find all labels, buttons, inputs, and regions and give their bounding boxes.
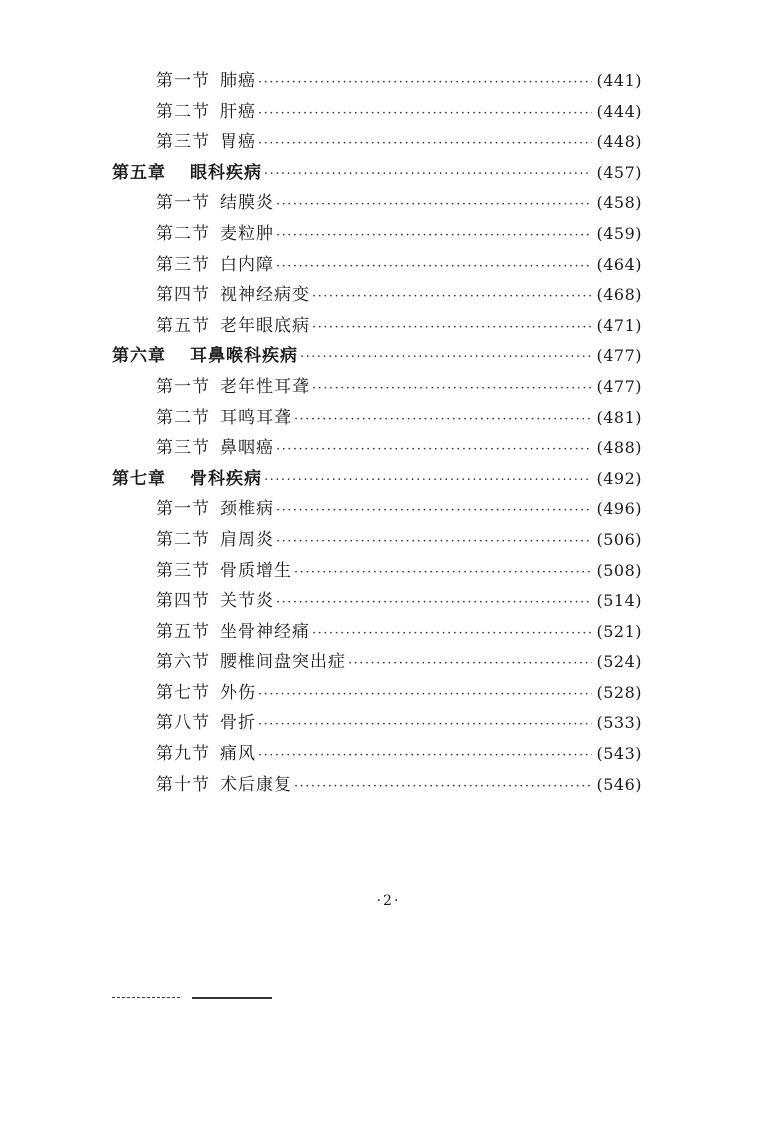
toc-entry (112, 678, 642, 709)
entry-number: 第六节 (156, 652, 210, 673)
dot-leader (276, 435, 592, 466)
entry-page: (471) (596, 315, 642, 335)
entry-number: 第一节 (156, 71, 210, 91)
entry-number: 第十节 (156, 774, 210, 795)
entry-page: (481) (596, 407, 642, 427)
dot-leader (312, 374, 592, 405)
toc-entry (112, 433, 642, 464)
entry-title: 骨折 (220, 713, 256, 734)
toc-chapter (112, 341, 642, 372)
dot-leader (294, 405, 592, 436)
entry-page: (506) (596, 529, 642, 549)
entry-title: 外伤 (220, 682, 256, 703)
entry-page: (524) (596, 652, 642, 672)
entry-page: (508) (596, 560, 642, 580)
entry-number: 第一节 (156, 376, 210, 397)
entry-number: 第三节 (156, 132, 210, 153)
entry-number: 第九节 (156, 744, 210, 765)
toc-entry (112, 280, 642, 311)
dot-leader (258, 710, 592, 741)
entry-number: 第七节 (156, 682, 210, 703)
toc-entry (112, 66, 642, 97)
dot-leader (348, 649, 592, 680)
chapter-number: 第五章 (112, 162, 166, 183)
dot-leader (276, 588, 592, 619)
entry-page: (444) (596, 101, 642, 121)
dot-leader (258, 741, 592, 772)
dot-leader (276, 252, 592, 283)
dot-leader (276, 190, 592, 221)
dot-leader (294, 772, 592, 803)
dot-leader (258, 99, 592, 130)
entry-number: 第一节 (156, 499, 210, 520)
toc-entry (112, 556, 642, 587)
toc-entry (112, 97, 642, 128)
entry-page: (459) (596, 223, 642, 243)
entry-page: (546) (596, 774, 642, 794)
toc-entry (112, 127, 642, 158)
entry-number: 第五节 (156, 621, 210, 642)
entry-title: 鼻咽癌 (220, 438, 274, 459)
entry-page: (477) (596, 346, 642, 366)
dot-leader (276, 527, 592, 558)
toc-entry (112, 586, 642, 617)
toc-entry (112, 188, 642, 219)
entry-page: (457) (596, 162, 642, 182)
entry-number: 第二节 (156, 101, 210, 122)
entry-title: 老年性耳聋 (220, 376, 310, 397)
entry-title: 坐骨神经痛 (220, 621, 310, 642)
chapter-title: 骨科疾病 (190, 468, 262, 489)
entry-number: 第一节 (156, 193, 210, 214)
solid-mark (192, 997, 272, 999)
entry-title: 关节炎 (220, 591, 274, 612)
dot-leader (276, 221, 592, 252)
dot-leader (258, 129, 592, 160)
entry-number: 第二节 (156, 223, 210, 244)
entry-number: 第三节 (156, 438, 210, 459)
entry-title: 痛风 (220, 744, 256, 765)
toc-entry (112, 617, 642, 648)
dot-leader (276, 496, 592, 527)
entry-number: 第二节 (156, 529, 210, 550)
entry-page: (533) (596, 713, 642, 733)
entry-number: 第四节 (156, 591, 210, 612)
entry-title: 术后康复 (220, 774, 292, 795)
toc-entry (112, 525, 642, 556)
entry-title: 肝癌 (220, 101, 256, 122)
entry-page: (492) (596, 468, 642, 488)
toc-entry (112, 219, 642, 250)
page-number: ·2· (376, 893, 401, 909)
entry-page: (488) (596, 438, 642, 458)
entry-title: 老年眼底病 (220, 315, 310, 336)
chapter-title: 眼科疾病 (190, 162, 262, 183)
chapter-number: 第七章 (112, 468, 166, 489)
entry-page: (543) (596, 744, 642, 764)
dot-leader (258, 68, 592, 99)
entry-number: 第三节 (156, 254, 210, 275)
entry-page: (464) (596, 254, 642, 274)
entry-title: 耳鸣耳聋 (220, 407, 292, 428)
entry-title: 肺癌 (220, 71, 256, 91)
entry-title: 肩周炎 (220, 529, 274, 550)
entry-title: 胃癌 (220, 132, 256, 153)
entry-title: 腰椎间盘突出症 (220, 652, 346, 673)
toc-entry (112, 403, 642, 434)
entry-page: (441) (596, 71, 642, 90)
entry-page: (514) (596, 591, 642, 611)
entry-page: (477) (596, 376, 642, 396)
toc-entry (112, 250, 642, 281)
entry-number: 第三节 (156, 560, 210, 581)
entry-number: 第四节 (156, 285, 210, 306)
toc-chapter (112, 158, 642, 189)
dot-leader (258, 680, 592, 711)
dot-leader (300, 343, 592, 374)
entry-page: (496) (596, 499, 642, 519)
entry-number: 第二节 (156, 407, 210, 428)
dot-leader (294, 558, 592, 589)
entry-number: 第五节 (156, 315, 210, 336)
entry-page: (458) (596, 193, 642, 213)
toc-entry (112, 494, 642, 525)
dot-leader (312, 619, 592, 650)
entry-title: 麦粒肿 (220, 223, 274, 244)
toc-entry (112, 739, 642, 770)
dot-leader (312, 282, 592, 313)
toc-chapter (112, 464, 642, 495)
entry-page: (468) (596, 285, 642, 305)
table-of-contents (112, 66, 642, 800)
entry-title: 白内障 (220, 254, 274, 275)
chapter-number: 第六章 (112, 346, 166, 367)
toc-entry (112, 770, 642, 801)
entry-page: (528) (596, 682, 642, 702)
toc-entry (112, 311, 642, 342)
entry-page: (521) (596, 621, 642, 641)
dot-leader (312, 313, 592, 344)
entry-page: (448) (596, 132, 642, 152)
entry-title: 骨质增生 (220, 560, 292, 581)
dot-leader (264, 160, 592, 191)
dashed-mark (112, 997, 180, 998)
toc-entry (112, 372, 642, 403)
entry-number: 第八节 (156, 713, 210, 734)
entry-title: 视神经病变 (220, 285, 310, 306)
toc-entry (112, 708, 642, 739)
chapter-title: 耳鼻喉科疾病 (190, 346, 298, 367)
dot-leader (264, 466, 592, 497)
entry-title: 结膜炎 (220, 193, 274, 214)
toc-entry (112, 647, 642, 678)
entry-title: 颈椎病 (220, 499, 274, 520)
scan-artifact-lines (112, 996, 272, 999)
